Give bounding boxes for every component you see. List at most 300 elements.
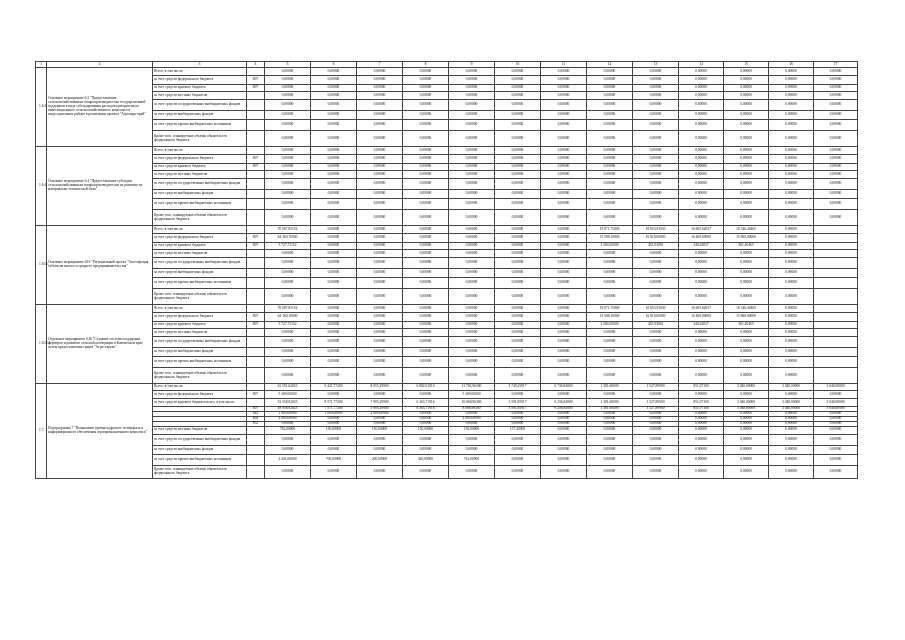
amount-cell: 0,00000	[311, 92, 357, 100]
amount-cell: 0,00000	[679, 199, 724, 210]
table-row	[36, 368, 858, 384]
amount-cell: 0,00000	[449, 258, 495, 269]
amount-cell: 0,00000	[769, 210, 814, 226]
amount-cell: 0,00000	[769, 269, 814, 278]
amount-cell: 0,00000	[724, 411, 769, 416]
amount-cell: 0,00000	[679, 411, 724, 416]
amount-cell: 0,00000	[769, 164, 814, 171]
amount-cell: 0,00000	[814, 391, 858, 399]
amount-cell: 0,00000	[265, 111, 311, 120]
amount-cell: 0,00000	[357, 243, 403, 250]
amount-cell: 0,00000	[769, 179, 814, 190]
amount-cell: 0,00000	[633, 171, 679, 179]
amount-cell: 0,00000	[633, 421, 679, 426]
amount-cell: 0,00000	[265, 100, 311, 111]
amount-cell: 0,00000	[357, 111, 403, 120]
amount-cell: 0,00000	[587, 190, 633, 199]
budget-code: 807	[247, 313, 265, 322]
amount-cell: 0,00000	[265, 250, 311, 258]
item-code: 1.6.IS.	[36, 226, 47, 305]
amount-cell: 0,00000	[357, 100, 403, 111]
amount-cell: 0,00000	[724, 199, 769, 210]
amount-cell: 0,00000	[814, 210, 858, 226]
amount-cell: 156,00000	[449, 426, 495, 434]
table-row	[36, 147, 858, 155]
amount-cell: 0,00000	[541, 269, 587, 278]
amount-cell: 0,00000	[724, 68, 769, 76]
table-row	[36, 250, 858, 258]
amount-cell: 0,00000	[265, 179, 311, 190]
header-cell: 9	[449, 62, 495, 68]
amount-cell: 0,00000	[403, 322, 449, 329]
item-code: 1.6.3.	[36, 68, 47, 147]
amount-cell: 0,00000	[495, 68, 541, 76]
amount-cell: 0,00000	[769, 243, 814, 250]
amount-cell: 0,00000	[311, 329, 357, 337]
funding-source: за счет средств местных бюджетов	[153, 329, 247, 337]
amount-cell: 0,00000	[449, 243, 495, 250]
amount-cell: 0,00000	[449, 234, 495, 243]
amount-cell: 0,00000	[724, 147, 769, 155]
amount-cell: 320,00000	[403, 454, 449, 465]
amount-cell: 0,00000	[769, 76, 814, 85]
table-row	[36, 348, 858, 357]
amount-cell: 6 363,71916	[403, 407, 449, 412]
funding-source: за счет средств краевого бюджета	[153, 322, 247, 329]
amount-cell: 0,00000	[403, 465, 449, 478]
amount-cell: 0,00000	[265, 210, 311, 226]
amount-cell: 435,93030	[633, 243, 679, 250]
amount-cell: 1 527,89900	[633, 407, 679, 412]
amount-cell: 0,00000	[679, 454, 724, 465]
amount-cell: 0,00000	[495, 411, 541, 416]
budget-table-page	[35, 61, 853, 479]
amount-cell: 0,00000	[449, 445, 495, 454]
amount-cell: 0,00000	[357, 313, 403, 322]
amount-cell: 0,00000	[587, 465, 633, 478]
budget-code	[247, 348, 265, 357]
amount-cell: 0,00000	[541, 100, 587, 111]
amount-cell: 0,00000	[541, 278, 587, 289]
budget-code	[247, 258, 265, 269]
amount-cell: 0,00000	[633, 416, 679, 421]
amount-cell: 0,00000	[403, 421, 449, 426]
amount-cell: 0,00000	[403, 210, 449, 226]
funding-source: за счет средств федерального бюджета	[153, 391, 247, 399]
amount-cell: 0,00000	[357, 190, 403, 199]
amount-cell: 0,00000	[403, 199, 449, 210]
funding-source: Кроме того, планируемые объемы обязательств федерального бюджета	[153, 368, 247, 384]
item-name: Основное мероприятие 6.IS "Региональный проект "Акселерация субъектов малого и среднего предпринимательства"	[47, 226, 153, 305]
amount-cell: 0,00000	[814, 155, 858, 164]
amount-cell: 0,00000	[449, 155, 495, 164]
header-cell: 12	[587, 62, 633, 68]
budget-code	[247, 434, 265, 445]
funding-source: Кроме того, планируемые объемы обязательств федерального бюджета	[153, 289, 247, 305]
amount-cell: 0,00000	[357, 68, 403, 76]
amount-cell: 0,00000	[357, 250, 403, 258]
amount-cell: 0,00000	[587, 368, 633, 384]
amount-cell: 0,00000	[403, 179, 449, 190]
amount-cell: 0,00000	[403, 411, 449, 416]
amount-cell: 0,00000	[679, 416, 724, 421]
budget-code: 807	[247, 322, 265, 329]
amount-cell: 0,00000	[541, 92, 587, 100]
item-name: Отдельное мероприятие 6.IS "Создание системы поддержки фермеров и развитие сельской кооперации в Камчатском крае путем предоставления гранта "Агростартап"	[47, 305, 153, 384]
funding-source: за счет средств внебюджетных фондов	[153, 445, 247, 454]
amount-cell: 0,00000	[541, 131, 587, 147]
amount-cell: 10 068,96300	[449, 399, 495, 407]
amount-cell: 0,00000	[311, 313, 357, 322]
amount-cell: 0,00000	[769, 131, 814, 147]
amount-cell: 0,00000	[724, 171, 769, 179]
amount-cell: 0,00000	[679, 368, 724, 384]
amount-cell: 0,00000	[633, 100, 679, 111]
amount-cell: 0,00000	[265, 92, 311, 100]
amount-cell: 0,00000	[311, 76, 357, 85]
amount-cell: 0,00000	[403, 85, 449, 92]
amount-cell: 1 381,60000	[587, 407, 633, 412]
amount-cell: 0,00000	[357, 421, 403, 426]
amount-cell: 0,00000	[679, 164, 724, 171]
amount-cell: 0,00000	[679, 426, 724, 434]
amount-cell: 0,00000	[403, 434, 449, 445]
amount-cell: 3 040,00000	[769, 399, 814, 407]
amount-cell: 0,00000	[541, 313, 587, 322]
amount-cell: 0,00000	[724, 164, 769, 171]
header-cell: 5	[265, 62, 311, 68]
amount-cell: 15 588,10000	[587, 313, 633, 322]
amount-cell: 0,00000	[403, 131, 449, 147]
amount-cell: 0,00000	[679, 131, 724, 147]
amount-cell: 0,00000	[769, 337, 814, 348]
header-cell: 2	[47, 62, 153, 68]
amount-cell: 0,00000	[587, 210, 633, 226]
amount-cell: 6 236,84800	[541, 407, 587, 412]
amount-cell: 0,00000	[265, 147, 311, 155]
amount-cell: 0,00000	[541, 85, 587, 92]
amount-cell: 0,00000	[769, 391, 814, 399]
amount-cell: 0,00000	[311, 434, 357, 445]
amount-cell: 0,00000	[724, 190, 769, 199]
amount-cell: 5 727,75152	[265, 243, 311, 250]
amount-cell: 0,00000	[449, 411, 495, 416]
amount-cell	[814, 269, 858, 278]
amount-cell: 64 360,10000	[265, 313, 311, 322]
amount-cell: 0,00000	[679, 258, 724, 269]
budget-code	[247, 250, 265, 258]
amount-cell: 0,00000	[449, 164, 495, 171]
item-code: 1.7.	[36, 384, 47, 479]
table-row	[36, 120, 858, 131]
header-cell: 13	[633, 62, 679, 68]
table-row	[36, 434, 858, 445]
table-row	[36, 465, 858, 478]
amount-cell: 0,00000	[449, 226, 495, 234]
amount-cell: 0,00000	[769, 226, 814, 234]
amount-cell: 0,00000	[311, 131, 357, 147]
amount-cell: 0,00000	[814, 100, 858, 111]
amount-cell: 0,00000	[679, 421, 724, 426]
amount-cell: 3 040,00000	[814, 399, 858, 407]
amount-cell: 0,00000	[814, 120, 858, 131]
amount-cell: 0,00000	[587, 68, 633, 76]
amount-cell: 0,00000	[403, 250, 449, 258]
amount-cell: 0,00000	[587, 357, 633, 368]
amount-cell: 0,00000	[814, 85, 858, 92]
amount-cell: 0,00000	[541, 368, 587, 384]
amount-cell: 0,00000	[357, 179, 403, 190]
table-row	[36, 226, 858, 234]
amount-cell: 0,00000	[449, 120, 495, 131]
amount-cell: 0,00000	[403, 278, 449, 289]
amount-cell: 0,00000	[633, 278, 679, 289]
amount-cell: 0,00000	[679, 348, 724, 357]
amount-cell: 0,00000	[495, 226, 541, 234]
amount-cell: 0,00000	[587, 445, 633, 454]
amount-cell	[814, 243, 858, 250]
amount-cell: 0,00000	[769, 434, 814, 445]
amount-cell	[814, 258, 858, 269]
funding-source: за счет средств прочих внебюджетных источников	[153, 278, 247, 289]
amount-cell: 0,00000	[449, 100, 495, 111]
amount-cell: 0,00000	[357, 120, 403, 131]
amount-cell: 0,00000	[679, 289, 724, 305]
amount-cell: 346,62037	[679, 243, 724, 250]
budget-code	[247, 454, 265, 465]
funding-source: за счет средств внебюджетных фондов	[153, 111, 247, 120]
amount-cell: 0,00000	[541, 111, 587, 120]
amount-cell: 0,00000	[495, 357, 541, 368]
amount-cell: 0,00000	[724, 120, 769, 131]
amount-cell: 0,00000	[265, 289, 311, 305]
amount-cell: 16 818,00000	[633, 313, 679, 322]
amount-cell: 0,00000	[541, 357, 587, 368]
header-cell: 8	[403, 62, 449, 68]
amount-cell: 0,00000	[403, 111, 449, 120]
budget-code	[247, 384, 265, 391]
amount-cell: 0,00000	[357, 199, 403, 210]
amount-cell: 0,00000	[541, 322, 587, 329]
amount-cell: 0,00000	[495, 250, 541, 258]
amount-cell: 0,00000	[769, 250, 814, 258]
amount-cell	[814, 357, 858, 368]
amount-cell: 0,00000	[633, 337, 679, 348]
amount-cell: 0,00000	[495, 445, 541, 454]
amount-cell: 0,00000	[814, 76, 858, 85]
amount-cell: 0,00000	[265, 85, 311, 92]
budget-code	[247, 269, 265, 278]
amount-cell: 0,00000	[403, 120, 449, 131]
amount-cell: 0,00000	[449, 357, 495, 368]
amount-cell: 0,00000	[311, 289, 357, 305]
amount-cell: 0,00000	[357, 391, 403, 399]
amount-cell: 0,00000	[769, 454, 814, 465]
amount-cell: 0,00000	[495, 111, 541, 120]
amount-cell: 3 584,65000	[587, 243, 633, 250]
amount-cell: 700,00000	[311, 454, 357, 465]
amount-cell: 0,00000	[541, 190, 587, 199]
amount-cell: 0,00000	[495, 92, 541, 100]
table-row	[36, 199, 858, 210]
item-name: Подпрограмма 7 "Повышение уровня кадрового потенциала и информационного обеспечения агропромышленного комплекса"	[47, 384, 153, 479]
amount-cell: 0,00000	[495, 164, 541, 171]
amount-cell: 0,00000	[495, 100, 541, 111]
amount-cell: 0,00000	[265, 171, 311, 179]
amount-cell: 0,00000	[587, 278, 633, 289]
table-row	[36, 131, 858, 147]
amount-cell: 0,00000	[403, 234, 449, 243]
table-row	[36, 171, 858, 179]
amount-cell: 16 346,40465	[724, 226, 769, 234]
amount-cell: 346,62037	[679, 322, 724, 329]
amount-cell: 851,07100	[679, 399, 724, 407]
amount-cell: 0,00000	[541, 445, 587, 454]
amount-cell: 762,00000	[265, 426, 311, 434]
amount-cell: 0,00000	[679, 445, 724, 454]
budget-code: 807	[247, 234, 265, 243]
amount-cell: 0,00000	[495, 278, 541, 289]
amount-cell: 0,00000	[403, 147, 449, 155]
amount-cell: 16 346,40465	[724, 305, 769, 313]
amount-cell: 0,00000	[679, 391, 724, 399]
amount-cell: 0,00000	[311, 147, 357, 155]
table-row	[36, 454, 858, 465]
amount-cell: 0,00000	[541, 434, 587, 445]
amount-cell: 0,00000	[403, 243, 449, 250]
table-row	[36, 289, 858, 305]
funding-source: за счет средств прочих внебюджетных источников	[153, 454, 247, 465]
amount-cell: 16 605,62037	[679, 226, 724, 234]
amount-cell: 0,00000	[587, 76, 633, 85]
amount-cell: 0,00000	[633, 190, 679, 199]
amount-cell: 0,00000	[541, 426, 587, 434]
amount-cell: 0,00000	[311, 155, 357, 164]
amount-cell: 0,00000	[587, 454, 633, 465]
amount-cell: 0,00000	[449, 111, 495, 120]
funding-source: за счет средств государственных внебюджетных фондов	[153, 434, 247, 445]
amount-cell: 0,00000	[449, 348, 495, 357]
amount-cell: 3 040,00000	[724, 399, 769, 407]
funding-source: за счет средств государственных внебюджетных фондов	[153, 337, 247, 348]
amount-cell: 0,00000	[633, 426, 679, 434]
table-row	[36, 322, 858, 329]
amount-cell: 0,00000	[769, 68, 814, 76]
funding-source: за счет средств федерального бюджета	[153, 155, 247, 164]
header-cell: 17	[814, 62, 858, 68]
amount-cell: 0,00000	[541, 171, 587, 179]
amount-cell: 3 591,85917	[495, 399, 541, 407]
amount-cell: 0,00000	[265, 329, 311, 337]
amount-cell: 0,00000	[311, 337, 357, 348]
amount-cell: 9 421,77200	[311, 384, 357, 391]
amount-cell	[814, 329, 858, 337]
header-cell: 6	[311, 62, 357, 68]
funding-source: Кроме того, планируемые объемы обязательств федерального бюджета	[153, 210, 247, 226]
table-row	[36, 111, 858, 120]
amount-cell: 16 460,00000	[679, 234, 724, 243]
table-row	[36, 384, 858, 391]
amount-cell: 0,00000	[265, 337, 311, 348]
amount-cell: 0,00000	[587, 411, 633, 416]
amount-cell: 0,00000	[265, 278, 311, 289]
amount-cell: 0,00000	[724, 421, 769, 426]
amount-cell: 0,00000	[357, 357, 403, 368]
amount-cell: 0,00000	[311, 190, 357, 199]
amount-cell: 0,00000	[724, 391, 769, 399]
amount-cell: 0,00000	[541, 68, 587, 76]
table-row	[36, 155, 858, 164]
amount-cell: 1 381,60000	[587, 399, 633, 407]
amount-cell: 0,00000	[311, 258, 357, 269]
table-row	[36, 278, 858, 289]
budget-table	[35, 61, 858, 479]
amount-cell: 5 905,29900	[357, 407, 403, 412]
amount-cell: 0,00000	[724, 454, 769, 465]
amount-cell	[814, 348, 858, 357]
amount-cell: 0,00000	[769, 289, 814, 305]
amount-cell: 0,00000	[357, 76, 403, 85]
amount-cell: 0,00000	[449, 278, 495, 289]
item-name: Основное мероприятие 6.3 "Предоставление сельскохозяйственным товаропроизводителям государственной поддержки в виде субсидирования расходов приоритетного инвестиционного сельскохозяйственного комплекса в индустриальном районе в реализации проекта "Агропарк-край"	[47, 68, 153, 147]
amount-cell: 0,00000	[814, 68, 858, 76]
amount-cell: 0,00000	[495, 85, 541, 92]
table-row	[36, 445, 858, 454]
amount-cell: 0,00000	[357, 337, 403, 348]
amount-cell: 0,00000	[769, 305, 814, 313]
amount-cell: 0,00000	[633, 250, 679, 258]
amount-cell: 0,00000	[769, 234, 814, 243]
amount-cell: 0,00000	[449, 337, 495, 348]
amount-cell: 0,00000	[679, 190, 724, 199]
amount-cell: 0,00000	[679, 147, 724, 155]
amount-cell: 0,00000	[357, 226, 403, 234]
amount-cell: 70 087,85152	[265, 305, 311, 313]
amount-cell: 0,00000	[311, 269, 357, 278]
amount-cell: 0,00000	[495, 368, 541, 384]
funding-source: Всего, в том числе:	[153, 384, 247, 391]
amount-cell: 0,00000	[587, 179, 633, 190]
amount-cell: 3 040,00000	[814, 384, 858, 391]
budget-code	[247, 329, 265, 337]
amount-cell: 0,00000	[449, 190, 495, 199]
amount-cell: 0,00000	[633, 411, 679, 416]
amount-cell: 0,00000	[541, 234, 587, 243]
amount-cell: 0,00000	[541, 147, 587, 155]
funding-source: за счет средств внебюджетных фондов	[153, 348, 247, 357]
amount-cell: 0,00000	[587, 199, 633, 210]
amount-cell: 361,40465	[724, 243, 769, 250]
amount-cell: 0,00000	[769, 426, 814, 434]
amount-cell: 5 269,00000	[449, 391, 495, 399]
budget-code	[247, 190, 265, 199]
amount-cell: 0,00000	[311, 199, 357, 210]
amount-cell: 851,07100	[679, 407, 724, 412]
amount-cell: 0,00000	[265, 465, 311, 478]
amount-cell: 6 363,71916	[403, 399, 449, 407]
budget-code	[247, 179, 265, 190]
amount-cell: 0,00000	[587, 120, 633, 131]
budget-code	[247, 210, 265, 226]
budget-code	[247, 368, 265, 384]
amount-cell: 0,00000	[357, 92, 403, 100]
table-row	[36, 426, 858, 434]
amount-cell: 0,00000	[449, 199, 495, 210]
amount-cell: 2 441,60000	[265, 454, 311, 465]
table-row	[36, 85, 858, 92]
amount-cell: 49 958,92023	[265, 407, 311, 412]
amount-cell: 19 071,75000	[587, 226, 633, 234]
